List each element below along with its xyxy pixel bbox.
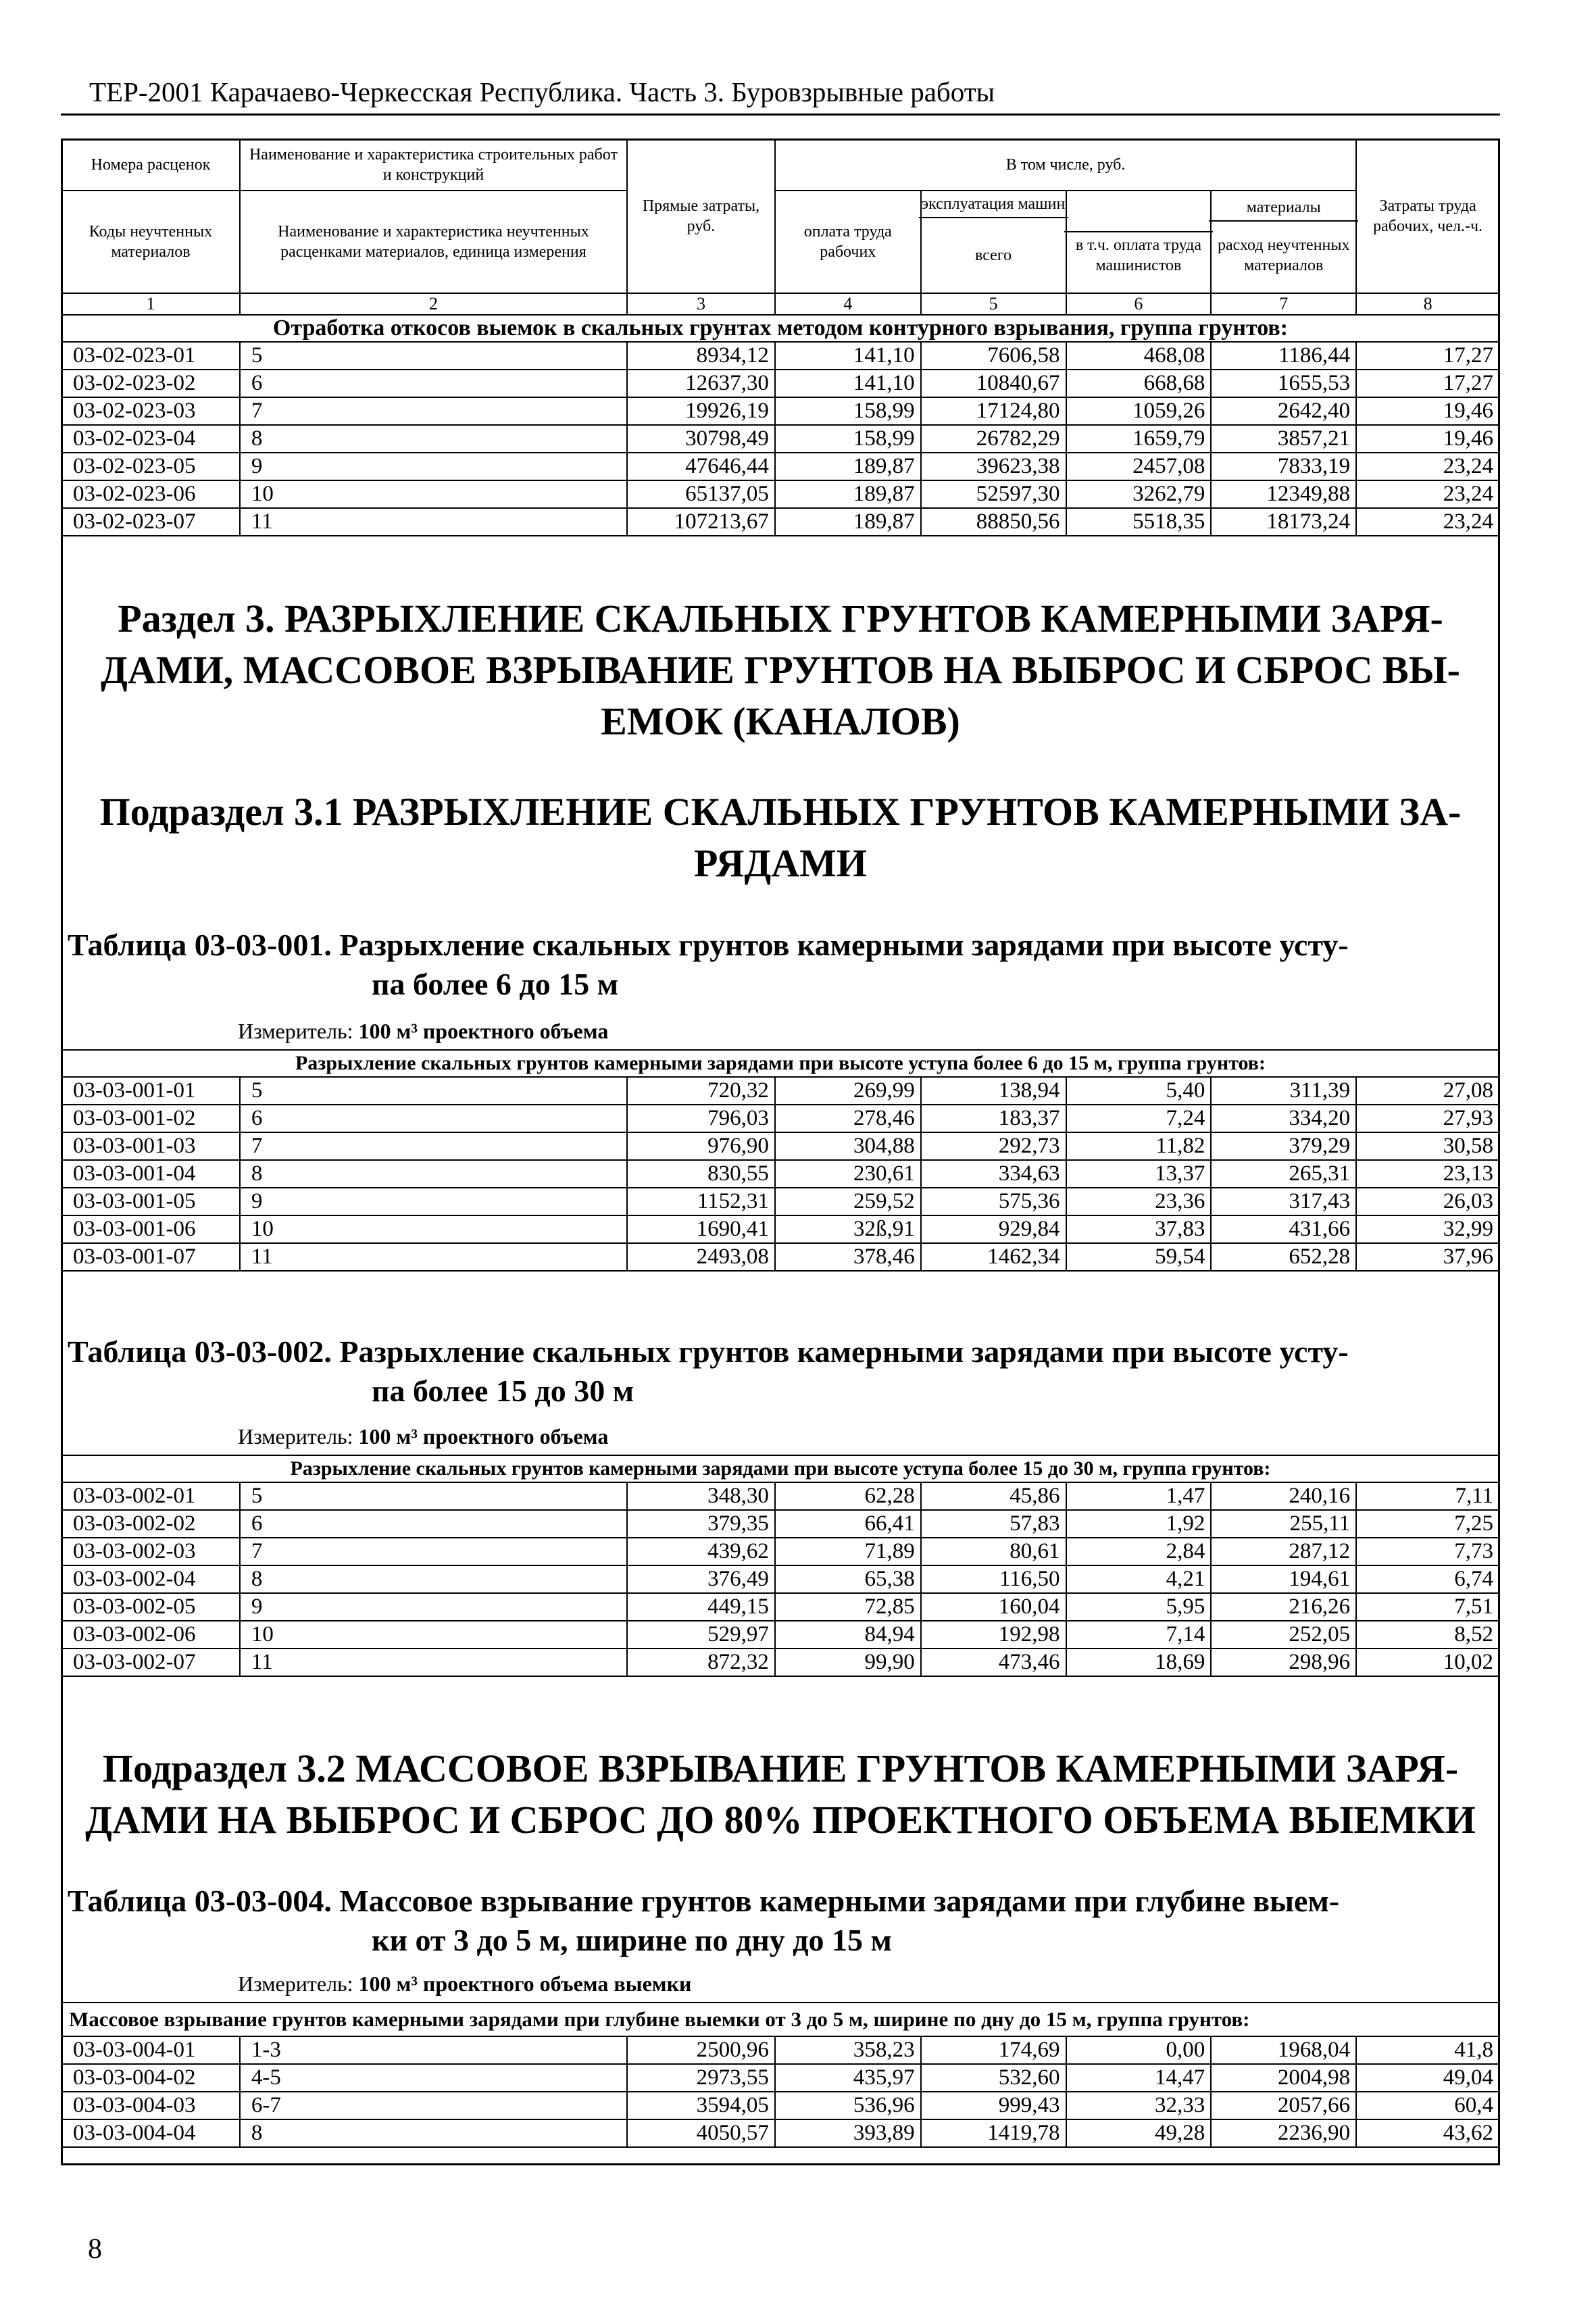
cell-rate-code: 03-02-023-01: [61, 342, 240, 370]
cell-direct-costs: 2500,96: [627, 2036, 775, 2064]
cell-machines-total: 575,36: [921, 1188, 1066, 1215]
cell-soil-group: 4-5: [240, 2064, 627, 2092]
cell-labor-hours: 27,08: [1356, 1077, 1499, 1105]
cell-rate-code: 03-03-002-07: [61, 1649, 240, 1676]
cell-labor-pay: 65,38: [775, 1565, 921, 1593]
cell-soil-group: 10: [240, 480, 627, 508]
meter-label: Измеритель:: [238, 1424, 353, 1449]
cell-direct-costs: 449,15: [627, 1593, 775, 1621]
cell-soil-group: 6: [240, 1510, 627, 1538]
cell-labor-hours: 26,03: [1356, 1188, 1499, 1215]
table-03-03-004: [61, 2002, 1500, 2148]
col-num: 4: [775, 293, 921, 315]
cell-machinist-pay: 2457,08: [1066, 453, 1212, 480]
subsection-title-line: ДАМИ НА ВЫБРОС И СБРОС ДО 80% ПРОЕКТНОГО ОБЪЕМА ВЫЕМКИ: [85, 1798, 1476, 1842]
cell-rate-code: 03-03-001-02: [61, 1105, 240, 1132]
cell-soil-group: 11: [240, 1243, 627, 1271]
cell-labor-hours: 37,96: [1356, 1243, 1499, 1271]
cell-direct-costs: 65137,05: [627, 480, 775, 508]
cell-labor-hours: 17,27: [1356, 342, 1499, 370]
cell-rate-code: 03-03-002-06: [61, 1621, 240, 1649]
cell-rate-code: 03-03-002-04: [61, 1565, 240, 1593]
cell-materials: 317,43: [1211, 1188, 1356, 1215]
table-row: [61, 1132, 1499, 1160]
cell-machines-total: 45,86: [921, 1482, 1066, 1510]
table-row: [61, 397, 1499, 425]
table-title-line: Таблица 03-03-004. Массовое взрывание грунтов камерными зарядами при глубине выем-: [68, 1884, 1340, 1918]
cell-soil-group: 8: [240, 1160, 627, 1188]
cell-labor-hours: 27,93: [1356, 1105, 1499, 1132]
table-row: [61, 425, 1499, 453]
hdr-incl-machinist-label: в т.ч. оплата труда машинистов: [1075, 236, 1201, 274]
cell-rate-code: 03-03-004-04: [61, 2119, 240, 2147]
cell-machinist-pay: 668,68: [1066, 370, 1212, 397]
cell-materials: 2004,98: [1211, 2064, 1356, 2092]
table-title-line: Таблица 03-03-002. Разрыхление скальных грунтов камерными зарядами при высоте усту-: [68, 1334, 1349, 1369]
cell-labor-hours: 7,73: [1356, 1538, 1499, 1565]
cell-direct-costs: 19926,19: [627, 397, 775, 425]
table-row: [61, 1565, 1499, 1593]
table-row: [61, 1482, 1499, 1510]
cell-materials: 2642,40: [1211, 397, 1356, 425]
table-row: [61, 1215, 1499, 1243]
cell-machinist-pay: 59,54: [1066, 1243, 1212, 1271]
cell-materials: 379,29: [1211, 1132, 1356, 1160]
meter-label: Измеритель:: [238, 1019, 353, 1043]
cell-soil-group: 9: [240, 1593, 627, 1621]
cell-materials: 298,96: [1211, 1649, 1356, 1676]
hdr-direct-costs: Прямые затраты, руб.: [627, 139, 775, 293]
cell-rate-code: 03-03-004-01: [61, 2036, 240, 2064]
cell-labor-hours: 7,11: [1356, 1482, 1499, 1510]
cell-machines-total: 1462,34: [921, 1243, 1066, 1271]
table-title-03-03-001: [68, 926, 1487, 1004]
cell-soil-group: 7: [240, 1132, 627, 1160]
header-rule: [61, 114, 1500, 116]
cell-rate-code: 03-03-004-02: [61, 2064, 240, 2092]
section-title: [68, 593, 1493, 747]
table-row: [61, 480, 1499, 508]
cell-rate-code: 03-03-001-04: [61, 1160, 240, 1188]
cell-machinist-pay: 0,00: [1066, 2036, 1212, 2064]
cell-machines-total: 116,50: [921, 1565, 1066, 1593]
group-caption: Разрыхление скальных грунтов камерными зарядами при высоте уступа более 15 до 30 м, группа грунтов:: [61, 1455, 1499, 1482]
subsection-3-2-title: [68, 1743, 1493, 1846]
cell-materials: 287,12: [1211, 1538, 1356, 1565]
table-row: [61, 1593, 1499, 1621]
cell-soil-group: 5: [240, 1482, 627, 1510]
table-row: [61, 1077, 1499, 1105]
cell-machines-total: 52597,30: [921, 480, 1066, 508]
cell-rate-code: 03-03-002-03: [61, 1538, 240, 1565]
cell-machines-total: 7606,58: [921, 342, 1066, 370]
cell-soil-group: 11: [240, 508, 627, 536]
cell-soil-group: 9: [240, 1188, 627, 1215]
cell-labor-hours: 41,8: [1356, 2036, 1499, 2064]
cell-materials: 7833,19: [1211, 453, 1356, 480]
running-head: ТЕР-2001 Карачаево-Черкесская Республика. Часть 3. Буровзрывные работы: [89, 76, 995, 107]
cell-machines-total: 39623,38: [921, 453, 1066, 480]
table-row: [61, 1510, 1499, 1538]
hdr-machines-label: эксплуатация машин: [919, 191, 1068, 218]
cell-soil-group: 9: [240, 453, 627, 480]
cell-direct-costs: 30798,49: [627, 425, 775, 453]
meter-03-03-001: [238, 1019, 608, 1044]
cell-machines-total: 532,60: [921, 2064, 1066, 2092]
cell-rate-code: 03-02-023-04: [61, 425, 240, 453]
cell-labor-hours: 7,25: [1356, 1510, 1499, 1538]
cell-labor-pay: 536,96: [775, 2092, 921, 2119]
hdr-code-top: Номера расценок: [61, 139, 240, 191]
cell-machines-total: 160,04: [921, 1593, 1066, 1621]
col-num: 3: [627, 293, 775, 315]
cell-materials: 431,66: [1211, 1215, 1356, 1243]
cell-labor-pay: 141,10: [775, 370, 921, 397]
cell-labor-pay: 378,46: [775, 1243, 921, 1271]
col-num: 1: [61, 293, 240, 315]
group-caption: Отработка откосов выемок в скальных грунтах методом контурного взрывания, группа грунтов:: [61, 315, 1499, 342]
cell-materials: 255,11: [1211, 1510, 1356, 1538]
hdr-code-bottom: Коды неучтенных материалов: [61, 191, 240, 293]
cell-soil-group: 6: [240, 1105, 627, 1132]
cell-rate-code: 03-03-001-01: [61, 1077, 240, 1105]
table-row: [61, 342, 1499, 370]
cell-machinist-pay: 11,82: [1066, 1132, 1212, 1160]
cell-materials: 12349,88: [1211, 480, 1356, 508]
cell-materials: 18173,24: [1211, 508, 1356, 536]
section-title-line: Раздел 3. РАЗРЫХЛЕНИЕ СКАЛЬНЫХ ГРУНТОВ КАМЕРНЫМИ ЗАРЯ-: [118, 597, 1443, 640]
hdr-machines: [921, 191, 1066, 293]
cell-materials: 265,31: [1211, 1160, 1356, 1188]
cell-direct-costs: 439,62: [627, 1538, 775, 1565]
cell-machines-total: 138,94: [921, 1077, 1066, 1105]
cell-direct-costs: 379,35: [627, 1510, 775, 1538]
cell-labor-pay: 393,89: [775, 2119, 921, 2147]
section-title-line: ДАМИ, МАССОВОЕ ВЗРЫВАНИЕ ГРУНТОВ НА ВЫБРОС И СБРОС ВЫ-: [101, 648, 1460, 692]
hdr-incl-machinist: [1066, 191, 1212, 293]
cell-machinist-pay: 1,47: [1066, 1482, 1212, 1510]
cell-labor-pay: 72,85: [775, 1593, 921, 1621]
cell-machinist-pay: 4,21: [1066, 1565, 1212, 1593]
cell-machines-total: 26782,29: [921, 425, 1066, 453]
cell-soil-group: 10: [240, 1621, 627, 1649]
cell-machinist-pay: 49,28: [1066, 2119, 1212, 2147]
cell-machinist-pay: 2,84: [1066, 1538, 1212, 1565]
hdr-materials-unaccounted: расход неучтенных материалов: [1217, 236, 1350, 274]
table-03-03-001: [61, 1049, 1500, 1272]
cell-direct-costs: 2493,08: [627, 1243, 775, 1271]
cell-labor-hours: 19,46: [1356, 397, 1499, 425]
cell-soil-group: 11: [240, 1649, 627, 1676]
cell-machines-total: 473,46: [921, 1649, 1066, 1676]
cell-rate-code: 03-03-002-02: [61, 1510, 240, 1538]
cell-machinist-pay: 468,08: [1066, 342, 1212, 370]
subsection-title-line: РЯДАМИ: [693, 841, 868, 885]
cell-labor-hours: 49,04: [1356, 2064, 1499, 2092]
cell-machinist-pay: 13,37: [1066, 1160, 1212, 1188]
cell-machines-total: 80,61: [921, 1538, 1066, 1565]
table-row: [61, 2036, 1499, 2064]
hdr-name-bottom: Наименование и характеристика неучтенных расценками материалов, единица измерения: [240, 191, 627, 293]
subsection-title-line: Подраздел 3.2 МАССОВОЕ ВЗРЫВАНИЕ ГРУНТОВ КАМЕРНЫМИ ЗАРЯ-: [102, 1746, 1459, 1790]
table-row: [61, 508, 1499, 536]
table-row: [61, 2064, 1499, 2092]
subsection-3-1-title: [68, 786, 1493, 889]
cell-machines-total: 334,63: [921, 1160, 1066, 1188]
cell-machinist-pay: 23,36: [1066, 1188, 1212, 1215]
table-row: [61, 1243, 1499, 1271]
cell-rate-code: 03-02-023-07: [61, 508, 240, 536]
table-row: [61, 2119, 1499, 2147]
cell-labor-pay: 189,87: [775, 480, 921, 508]
table-title-03-03-002: [68, 1332, 1487, 1411]
cell-machinist-pay: 1059,26: [1066, 397, 1212, 425]
cell-rate-code: 03-02-023-02: [61, 370, 240, 397]
cell-direct-costs: 8934,12: [627, 342, 775, 370]
cell-machinist-pay: 32,33: [1066, 2092, 1212, 2119]
cell-soil-group: 5: [240, 342, 627, 370]
cell-machines-total: 999,43: [921, 2092, 1066, 2119]
cell-direct-costs: 1690,41: [627, 1215, 775, 1243]
cell-machines-total: 929,84: [921, 1215, 1066, 1243]
cell-machines-total: 183,37: [921, 1105, 1066, 1132]
cell-labor-pay: 158,99: [775, 397, 921, 425]
table-03-02-023: [61, 139, 1500, 536]
cell-labor-pay: 141,10: [775, 342, 921, 370]
col-num: 8: [1356, 293, 1499, 315]
cell-machines-total: 17124,80: [921, 397, 1066, 425]
hdr-materials: [1211, 191, 1356, 293]
cell-rate-code: 03-03-002-05: [61, 1593, 240, 1621]
cell-rate-code: 03-03-004-03: [61, 2092, 240, 2119]
table-row: [61, 1649, 1499, 1676]
cell-machinist-pay: 14,47: [1066, 2064, 1212, 2092]
cell-direct-costs: 12637,30: [627, 370, 775, 397]
cell-machinist-pay: 18,69: [1066, 1649, 1212, 1676]
cell-machines-total: 57,83: [921, 1510, 1066, 1538]
cell-machinist-pay: 7,14: [1066, 1621, 1212, 1649]
cell-machinist-pay: 5,95: [1066, 1593, 1212, 1621]
cell-soil-group: 7: [240, 397, 627, 425]
cell-machinist-pay: 5,40: [1066, 1077, 1212, 1105]
subsection-title-line: Подраздел 3.1 РАЗРЫХЛЕНИЕ СКАЛЬНЫХ ГРУНТОВ КАМЕРНЫМИ ЗА-: [99, 790, 1462, 834]
cell-rate-code: 03-03-001-06: [61, 1215, 240, 1243]
cell-labor-pay: 32ß,91: [775, 1215, 921, 1243]
cell-direct-costs: 976,90: [627, 1132, 775, 1160]
table-row: [61, 1538, 1499, 1565]
cell-rate-code: 03-03-002-01: [61, 1482, 240, 1510]
cell-soil-group: 1-3: [240, 2036, 627, 2064]
cell-labor-pay: 269,99: [775, 1077, 921, 1105]
cell-labor-hours: 6,74: [1356, 1565, 1499, 1593]
cell-materials: 1968,04: [1211, 2036, 1356, 2064]
cell-labor-pay: 189,87: [775, 453, 921, 480]
cell-materials: 1655,53: [1211, 370, 1356, 397]
cell-machinist-pay: 1659,79: [1066, 425, 1212, 453]
meter-value: 100 м³ проектного объема: [358, 1424, 609, 1449]
cell-direct-costs: 4050,57: [627, 2119, 775, 2147]
cell-labor-pay: 66,41: [775, 1510, 921, 1538]
table-title-03-03-004: [68, 1882, 1487, 1960]
cell-labor-pay: 278,46: [775, 1105, 921, 1132]
table-row: [61, 1621, 1499, 1649]
cell-soil-group: 5: [240, 1077, 627, 1105]
cell-soil-group: 6-7: [240, 2092, 627, 2119]
hdr-machines-rule: [1064, 205, 1214, 232]
hdr-labor-hours: Затраты труда рабочих, чел.-ч.: [1356, 139, 1499, 293]
meter-value: 100 м³ проектного объема: [358, 1019, 609, 1043]
cell-direct-costs: 720,32: [627, 1077, 775, 1105]
cell-labor-hours: 17,27: [1356, 370, 1499, 397]
col-num: 5: [921, 293, 1066, 315]
table-row: [61, 1188, 1499, 1215]
table-row: [61, 2092, 1499, 2119]
meter-label: Измеритель:: [238, 1971, 353, 1996]
section-title-line: ЕМОК (КАНАЛОВ): [601, 699, 960, 743]
cell-labor-pay: 230,61: [775, 1160, 921, 1188]
hdr-including: В том числе, руб.: [775, 139, 1356, 191]
cell-direct-costs: 47646,44: [627, 453, 775, 480]
cell-materials: 3857,21: [1211, 425, 1356, 453]
cell-rate-code: 03-03-001-03: [61, 1132, 240, 1160]
cell-rate-code: 03-03-001-05: [61, 1188, 240, 1215]
cell-direct-costs: 796,03: [627, 1105, 775, 1132]
table-row: [61, 370, 1499, 397]
page-number: 8: [88, 2234, 102, 2265]
table-row: [61, 453, 1499, 480]
meter-03-03-004: [238, 1971, 691, 1996]
cell-materials: 2236,90: [1211, 2119, 1356, 2147]
cell-machines-total: 192,98: [921, 1621, 1066, 1649]
col-num: 7: [1211, 293, 1356, 315]
cell-materials: 2057,66: [1211, 2092, 1356, 2119]
cell-machines-total: 292,73: [921, 1132, 1066, 1160]
hdr-materials-label: материалы: [1209, 195, 1358, 222]
group-caption: Массовое взрывание грунтов камерными зарядами при глубине выемки от 3 до 5 м, ширине по дну до 15 м, группа грунтов:: [61, 2003, 1499, 2036]
table-row: [61, 1160, 1499, 1188]
cell-direct-costs: 529,97: [627, 1621, 775, 1649]
cell-labor-hours: 10,02: [1356, 1649, 1499, 1676]
cell-direct-costs: 2973,55: [627, 2064, 775, 2092]
cell-rate-code: 03-02-023-06: [61, 480, 240, 508]
cell-machines-total: 1419,78: [921, 2119, 1066, 2147]
cell-labor-hours: 30,58: [1356, 1132, 1499, 1160]
cell-materials: 252,05: [1211, 1621, 1356, 1649]
cell-labor-pay: 259,52: [775, 1188, 921, 1215]
cell-labor-pay: 158,99: [775, 425, 921, 453]
cell-labor-hours: 23,24: [1356, 508, 1499, 536]
cell-direct-costs: 376,49: [627, 1565, 775, 1593]
col-num: 2: [240, 293, 627, 315]
cell-machinist-pay: 1,92: [1066, 1510, 1212, 1538]
cell-machinist-pay: 37,83: [1066, 1215, 1212, 1243]
cell-materials: 652,28: [1211, 1243, 1356, 1271]
cell-labor-hours: 43,62: [1356, 2119, 1499, 2147]
cell-rate-code: 03-03-001-07: [61, 1243, 240, 1271]
cell-direct-costs: 107213,67: [627, 508, 775, 536]
cell-labor-pay: 62,28: [775, 1482, 921, 1510]
cell-labor-hours: 7,51: [1356, 1593, 1499, 1621]
cell-labor-pay: 435,97: [775, 2064, 921, 2092]
cell-rate-code: 03-02-023-03: [61, 397, 240, 425]
meter-03-03-002: [238, 1424, 608, 1449]
cell-labor-hours: 23,24: [1356, 453, 1499, 480]
cell-labor-hours: 60,4: [1356, 2092, 1499, 2119]
cell-labor-pay: 358,23: [775, 2036, 921, 2064]
cell-direct-costs: 348,30: [627, 1482, 775, 1510]
cell-machines-total: 174,69: [921, 2036, 1066, 2064]
cell-direct-costs: 1152,31: [627, 1188, 775, 1215]
hdr-total: всего: [975, 247, 1012, 264]
cell-labor-hours: 19,46: [1356, 425, 1499, 453]
cell-soil-group: 10: [240, 1215, 627, 1243]
cell-soil-group: 8: [240, 1565, 627, 1593]
hdr-labor-pay: оплата труда рабочих: [775, 191, 921, 293]
meter-value: 100 м³ проектного объема выемки: [358, 1971, 692, 1996]
cell-labor-pay: 189,87: [775, 508, 921, 536]
cell-direct-costs: 872,32: [627, 1649, 775, 1676]
cell-machines-total: 10840,67: [921, 370, 1066, 397]
cell-direct-costs: 3594,05: [627, 2092, 775, 2119]
cell-materials: 216,26: [1211, 1593, 1356, 1621]
hdr-name-top: Наименование и характеристика строительных работ и конструкций: [240, 139, 627, 191]
cell-soil-group: 8: [240, 2119, 627, 2147]
cell-soil-group: 8: [240, 425, 627, 453]
cell-labor-hours: 23,24: [1356, 480, 1499, 508]
table-title-line: ки от 3 до 5 м, ширине по дну до 15 м: [372, 1923, 892, 1957]
cell-materials: 194,61: [1211, 1565, 1356, 1593]
cell-labor-hours: 8,52: [1356, 1621, 1499, 1649]
cell-machinist-pay: 7,24: [1066, 1105, 1212, 1132]
cell-materials: 240,16: [1211, 1482, 1356, 1510]
table-03-03-002: [61, 1455, 1500, 1677]
col-num: 6: [1066, 293, 1212, 315]
cell-labor-pay: 304,88: [775, 1132, 921, 1160]
cell-materials: 1186,44: [1211, 342, 1356, 370]
cell-labor-pay: 99,90: [775, 1649, 921, 1676]
table-row: [61, 1105, 1499, 1132]
cell-labor-hours: 32,99: [1356, 1215, 1499, 1243]
cell-soil-group: 6: [240, 370, 627, 397]
cell-labor-pay: 84,94: [775, 1621, 921, 1649]
cell-machinist-pay: 5518,35: [1066, 508, 1212, 536]
table-title-line: Таблица 03-03-001. Разрыхление скальных грунтов камерными зарядами при высоте усту-: [68, 928, 1349, 962]
cell-labor-hours: 23,13: [1356, 1160, 1499, 1188]
table-title-line: па более 6 до 15 м: [372, 967, 619, 1001]
cell-soil-group: 7: [240, 1538, 627, 1565]
cell-labor-pay: 71,89: [775, 1538, 921, 1565]
cell-materials: 334,20: [1211, 1105, 1356, 1132]
cell-machinist-pay: 3262,79: [1066, 480, 1212, 508]
cell-materials: 311,39: [1211, 1077, 1356, 1105]
group-caption: Разрыхление скальных грунтов камерными зарядами при высоте уступа более 6 до 15 м, группа грунтов:: [61, 1050, 1499, 1077]
cell-machines-total: 88850,56: [921, 508, 1066, 536]
table-title-line: па более 15 до 30 м: [372, 1374, 634, 1408]
cell-rate-code: 03-02-023-05: [61, 453, 240, 480]
cell-direct-costs: 830,55: [627, 1160, 775, 1188]
